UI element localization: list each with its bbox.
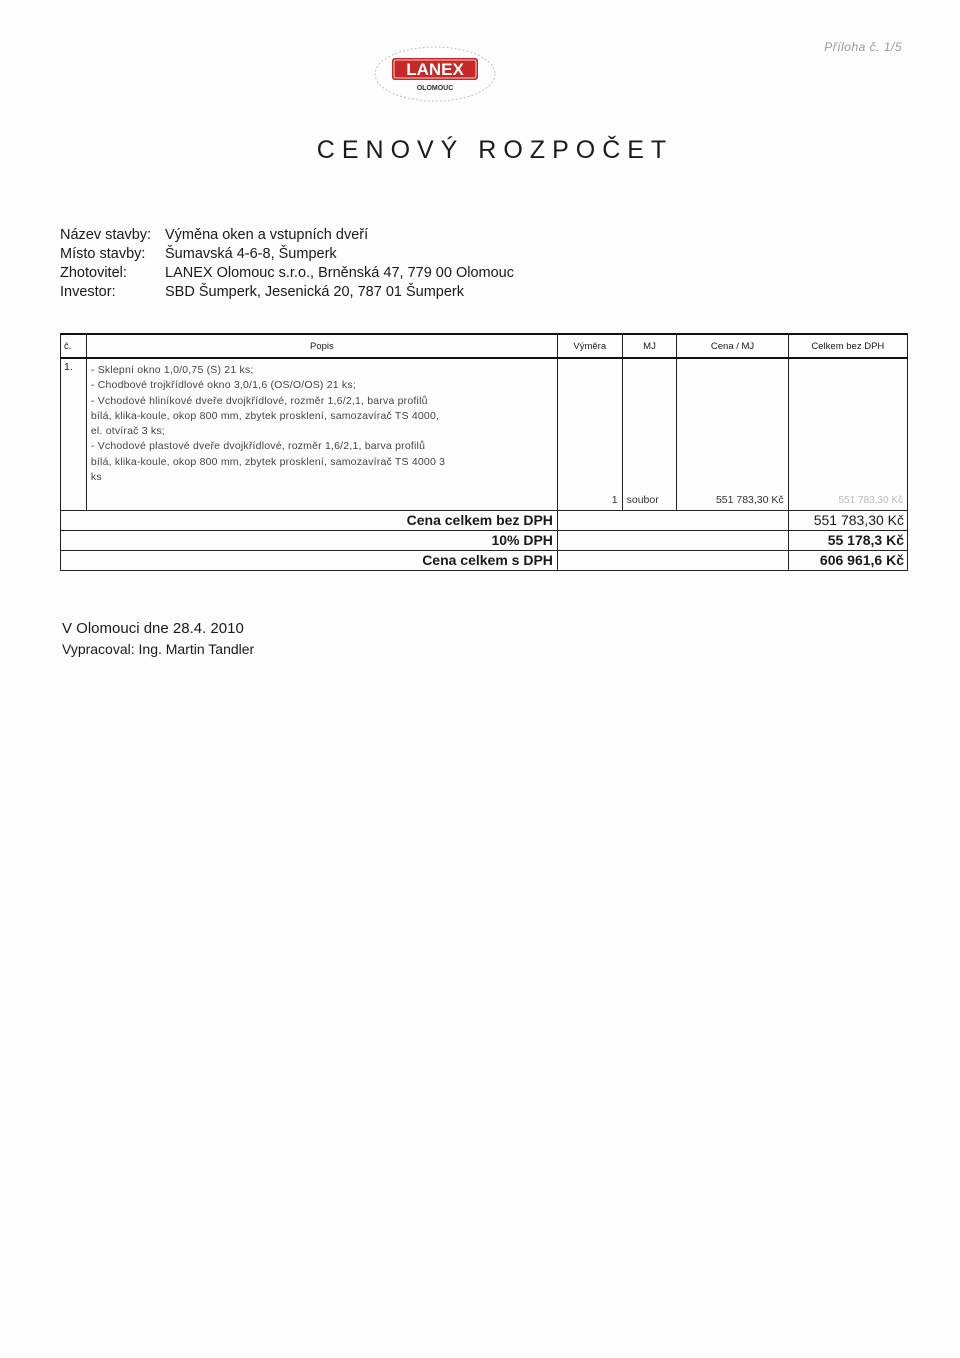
prepared-by: Vypracoval: Ing. Martin Tandler bbox=[62, 641, 255, 657]
meta-label: Zhotovitel: bbox=[60, 265, 127, 281]
meta-label: Název stavby: bbox=[60, 227, 152, 243]
header-total: Celkem bez DPH bbox=[788, 334, 907, 358]
summary-row-net bbox=[61, 510, 908, 530]
header-qty: Výměra bbox=[557, 334, 622, 358]
meta-value: LANEX Olomouc s.r.o., Brněnská 47, 779 00 Olomouc bbox=[165, 265, 514, 281]
header-no: č. bbox=[61, 334, 87, 358]
summary-row-vat bbox=[61, 530, 908, 550]
meta-row-place bbox=[60, 245, 514, 264]
document-footer bbox=[62, 618, 254, 660]
meta-row-name bbox=[60, 226, 514, 245]
desc-line: bílá, klika-koule, okop 800 mm, zbytek prosklení, samozavírač TS 4000, bbox=[90, 409, 440, 422]
logo-subtext: OLOMOUC bbox=[416, 85, 454, 92]
summary-blank bbox=[557, 550, 788, 570]
summary-row-gross bbox=[61, 550, 908, 570]
desc-line: - Chodbové trojkřídlové okno 3,0/1,6 (OS/O/OS) 21 ks; bbox=[90, 379, 356, 392]
meta-row-contractor bbox=[60, 264, 514, 283]
table-header-row bbox=[61, 334, 908, 358]
table-row bbox=[61, 358, 908, 510]
header-price: Cena / MJ bbox=[677, 334, 788, 358]
meta-label: Místo stavby: bbox=[60, 246, 146, 262]
desc-line: - Vchodové plastové dveře dvojkřídlové, rozměr 1,6/2,1, barva profilů bbox=[90, 440, 426, 453]
project-info bbox=[60, 226, 514, 302]
row-qty: 1 bbox=[557, 358, 622, 510]
header-desc: Popis bbox=[86, 334, 557, 358]
meta-value: Šumavská 4-6-8, Šumperk bbox=[165, 246, 337, 262]
desc-line: el. otvírač 3 ks; bbox=[90, 425, 165, 438]
summary-value: 551 783,30 Kč bbox=[788, 510, 907, 530]
document-title: CENOVÝ ROZPOČET bbox=[316, 136, 674, 164]
meta-label: Investor: bbox=[60, 284, 116, 300]
summary-value: 606 961,6 Kč bbox=[788, 550, 907, 570]
meta-row-investor bbox=[60, 283, 514, 302]
row-unit-price: 551 783,30 Kč bbox=[677, 358, 788, 510]
company-logo bbox=[370, 44, 500, 104]
row-unit: soubor bbox=[622, 358, 677, 510]
summary-blank bbox=[557, 530, 788, 550]
summary-label: Cena celkem s DPH bbox=[61, 550, 558, 570]
meta-value: SBD Šumperk, Jesenická 20, 787 01 Šumperk bbox=[165, 284, 465, 300]
row-total: 551 783,30 Kč bbox=[788, 358, 907, 510]
header-mj: MJ bbox=[622, 334, 677, 358]
annex-number: Příloha č. 1/5 bbox=[824, 40, 902, 54]
lanex-logo-icon bbox=[370, 44, 500, 104]
desc-line: ks bbox=[90, 471, 102, 484]
desc-line: - Sklepní okno 1,0/0,75 (S) 21 ks; bbox=[90, 364, 254, 376]
budget-table bbox=[60, 333, 908, 571]
row-no: 1. bbox=[61, 358, 87, 510]
place-date: V Olomouci dne 28.4. 2010 bbox=[62, 620, 244, 637]
summary-label: 10% DPH bbox=[61, 530, 558, 550]
desc-line: - Vchodové hliníkové dveře dvojkřídlové, rozměr 1,6/2,1, barva profilů bbox=[90, 394, 428, 407]
desc-line: bílá, klika-koule, okop 800 mm, zbytek prosklení, samozavírač TS 4000 3 bbox=[90, 455, 446, 468]
summary-value: 55 178,3 Kč bbox=[788, 530, 907, 550]
summary-blank bbox=[557, 510, 788, 530]
summary-label: Cena celkem bez DPH bbox=[61, 510, 558, 530]
row-description bbox=[86, 358, 557, 510]
meta-value: Výměna oken a vstupních dveří bbox=[165, 227, 369, 243]
logo-text: LANEX bbox=[406, 60, 464, 79]
